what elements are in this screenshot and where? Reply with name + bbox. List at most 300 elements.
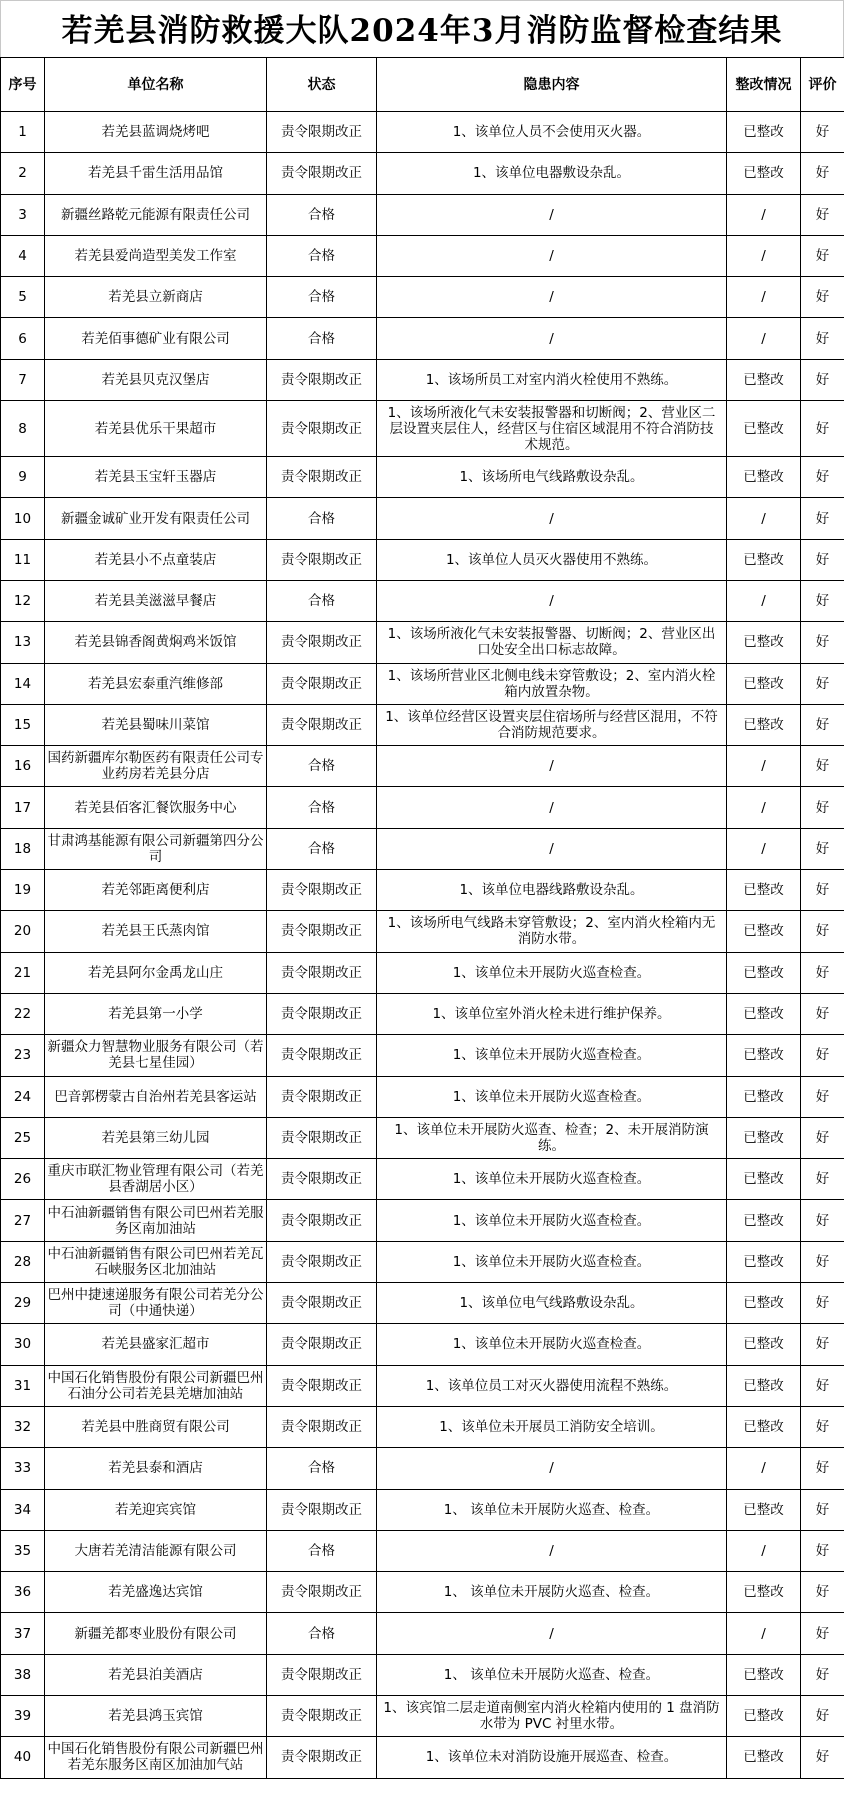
status: 合格 <box>308 1460 335 1477</box>
rectification-status-cell <box>727 153 801 194</box>
row-index-cell <box>1 277 45 318</box>
rectification-status-cell <box>727 401 801 457</box>
rating: 好 <box>815 510 830 527</box>
unit-name-cell <box>45 277 267 318</box>
rating-cell <box>801 1365 844 1406</box>
table-row <box>1 911 844 952</box>
status-cell <box>267 277 377 318</box>
table-row <box>1 539 844 580</box>
rating-cell <box>801 1117 844 1158</box>
hazard-content: 1、该单位员工对灭火器使用流程不熟练。 <box>425 1377 678 1394</box>
hazard-content-cell <box>377 194 727 235</box>
status: 责令限期改正 <box>281 923 362 940</box>
rating-cell <box>801 993 844 1034</box>
row-index: 21 <box>13 964 32 981</box>
hazard-content-cell <box>377 828 727 869</box>
unit-name-cell <box>45 1737 267 1778</box>
unit-name-cell <box>45 1241 267 1282</box>
status-cell <box>267 580 377 621</box>
hazard-content: 1、该单位经营区设置夹层住宿场所与经营区混用，不符合消防规范要求。 <box>385 709 718 741</box>
unit-name: 若羌邻距离便利店 <box>101 882 210 899</box>
unit-name: 若羌县第一小学 <box>108 1006 203 1023</box>
status: 合格 <box>308 799 335 816</box>
status-cell <box>267 1654 377 1695</box>
row-index-cell <box>1 318 45 359</box>
row-index: 29 <box>13 1295 32 1312</box>
rectification-status-cell <box>727 952 801 993</box>
status: 责令限期改正 <box>281 1295 362 1312</box>
hazard-content-cell <box>377 318 727 359</box>
status: 责令限期改正 <box>281 1171 362 1188</box>
unit-name-cell <box>45 1159 267 1200</box>
rectification-status-cell <box>727 746 801 787</box>
table-row <box>1 580 844 621</box>
row-index: 24 <box>13 1088 32 1105</box>
unit-name-cell <box>45 787 267 828</box>
rectification-status-cell <box>727 235 801 276</box>
rating-cell <box>801 235 844 276</box>
rectification-status-cell <box>727 1613 801 1654</box>
rectification-status: 已整改 <box>743 675 784 692</box>
status-cell <box>267 1530 377 1571</box>
unit-name-cell <box>45 1200 267 1241</box>
row-index-cell <box>1 1406 45 1447</box>
hazard-content-cell <box>377 1076 727 1117</box>
status: 合格 <box>308 330 335 347</box>
rating-cell <box>801 1324 844 1365</box>
unit-name: 若羌佰事德矿业有限公司 <box>81 330 230 347</box>
rectification-status-cell <box>727 787 801 828</box>
unit-name: 若羌县爱尚造型美发工作室 <box>74 248 237 265</box>
rectification-status-cell <box>727 1200 801 1241</box>
status-cell <box>267 1737 377 1778</box>
status: 责令限期改正 <box>281 1088 362 1105</box>
unit-name-cell <box>45 663 267 704</box>
table-row <box>1 828 844 869</box>
hazard-content: / <box>549 206 554 223</box>
row-index-cell <box>1 1365 45 1406</box>
unit-name-cell <box>45 1489 267 1530</box>
hazard-content-cell <box>377 1737 727 1778</box>
hazard-content: / <box>549 758 554 775</box>
hazard-content: / <box>549 1625 554 1642</box>
rating: 好 <box>815 248 830 265</box>
rectification-status-cell <box>727 1117 801 1158</box>
rating: 好 <box>815 840 830 857</box>
unit-name-cell <box>45 622 267 663</box>
table-row <box>1 194 844 235</box>
rating-cell <box>801 1200 844 1241</box>
rating-cell <box>801 746 844 787</box>
row-index-cell <box>1 457 45 498</box>
rectification-status-cell <box>727 1489 801 1530</box>
row-index: 7 <box>18 371 27 388</box>
unit-name-cell <box>45 1530 267 1571</box>
hazard-content: 1、 该单位未开展防火巡查、检查。 <box>443 1666 660 1683</box>
rating-cell <box>801 1035 844 1076</box>
row-index: 6 <box>18 330 27 347</box>
hazard-content-cell <box>377 952 727 993</box>
rating-cell <box>801 1654 844 1695</box>
rating: 好 <box>815 1460 830 1477</box>
status: 责令限期改正 <box>281 675 362 692</box>
hazard-content: / <box>549 510 554 527</box>
rating: 好 <box>815 1129 830 1146</box>
rectification-status-cell <box>727 704 801 745</box>
unit-name-cell <box>45 1448 267 1489</box>
table-row <box>1 1241 844 1282</box>
status: 责令限期改正 <box>281 882 362 899</box>
row-index-cell <box>1 622 45 663</box>
unit-name-cell <box>45 112 267 153</box>
row-index: 8 <box>18 420 27 437</box>
table-row <box>1 787 844 828</box>
table-row <box>1 235 844 276</box>
status: 责令限期改正 <box>281 1129 362 1146</box>
rating-cell <box>801 911 844 952</box>
unit-name: 若羌县蓝调烧烤吧 <box>101 124 210 141</box>
status-cell <box>267 1283 377 1324</box>
hazard-content-cell <box>377 1241 727 1282</box>
row-index: 19 <box>13 882 32 899</box>
unit-name-cell <box>45 235 267 276</box>
hazard-content-cell <box>377 1324 727 1365</box>
rectification-status-cell <box>727 870 801 911</box>
rating-cell <box>801 1076 844 1117</box>
hazard-content-cell <box>377 153 727 194</box>
rectification-status: / <box>761 758 766 775</box>
rectification-status-cell <box>727 1448 801 1489</box>
hazard-content-cell <box>377 457 727 498</box>
rectification-status: 已整改 <box>743 964 784 981</box>
row-index-cell <box>1 828 45 869</box>
row-index: 35 <box>13 1542 32 1559</box>
rating-cell <box>801 952 844 993</box>
status-cell <box>267 1613 377 1654</box>
row-index: 27 <box>13 1212 32 1229</box>
row-index-cell <box>1 1117 45 1158</box>
unit-name: 若羌县佰客汇餐饮服务中心 <box>74 799 237 816</box>
unit-name: 国药新疆库尔勒医药有限责任公司专业药房若羌县分店 <box>47 750 264 783</box>
rectification-status-cell <box>727 1737 801 1778</box>
unit-name: 若羌县锦香阁黄焖鸡米饭馆 <box>74 634 237 651</box>
rectification-status-cell <box>727 277 801 318</box>
rating-cell <box>801 704 844 745</box>
rating: 好 <box>815 1047 830 1064</box>
status-cell <box>267 1200 377 1241</box>
table-row <box>1 112 844 153</box>
row-index-cell <box>1 1572 45 1613</box>
rectification-status: 已整改 <box>743 1295 784 1312</box>
hazard-content: 1、该场所营业区北侧电线未穿管敷设；2、室内消火栓箱内放置杂物。 <box>387 667 716 700</box>
hazard-content: 1、该单位电器敷设杂乱。 <box>472 165 631 182</box>
row-index: 30 <box>13 1336 32 1353</box>
unit-name: 若羌县美滋滋早餐店 <box>94 593 217 610</box>
rectification-status-cell <box>727 580 801 621</box>
table-row <box>1 870 844 911</box>
status-cell <box>267 952 377 993</box>
unit-name: 若羌县千雷生活用品馆 <box>88 165 223 182</box>
unit-name: 中石油新疆销售有限公司巴州若羌瓦石峡服务区北加油站 <box>47 1245 264 1278</box>
rating: 好 <box>815 593 830 610</box>
rating-cell <box>801 1613 844 1654</box>
row-index-cell <box>1 911 45 952</box>
row-index: 18 <box>13 840 32 857</box>
hazard-content: 1、该单位未开展防火巡查检查。 <box>452 1047 651 1064</box>
status-cell <box>267 235 377 276</box>
rating-cell <box>801 498 844 539</box>
row-index: 39 <box>13 1708 32 1725</box>
rectification-status: 已整改 <box>743 1212 784 1229</box>
unit-name-cell <box>45 498 267 539</box>
rating-cell <box>801 1489 844 1530</box>
row-index: 28 <box>13 1253 32 1270</box>
hazard-content: 1、该单位人员灭火器使用不熟练。 <box>445 551 658 568</box>
rectification-status-cell <box>727 663 801 704</box>
unit-name-cell <box>45 1117 267 1158</box>
hazard-content-cell <box>377 112 727 153</box>
row-index-cell <box>1 1035 45 1076</box>
hazard-content-cell <box>377 911 727 952</box>
rating-cell <box>801 194 844 235</box>
rectification-status-cell <box>727 1035 801 1076</box>
unit-name: 新疆金诚矿业开发有限责任公司 <box>61 510 250 527</box>
row-index-cell <box>1 112 45 153</box>
unit-name: 新疆丝路乾元能源有限责任公司 <box>61 206 250 223</box>
hazard-content: / <box>549 289 554 306</box>
status-cell <box>267 1448 377 1489</box>
rating: 好 <box>815 1295 830 1312</box>
hazard-content: / <box>549 248 554 265</box>
row-index-cell <box>1 1613 45 1654</box>
status: 责令限期改正 <box>281 1419 362 1436</box>
status: 合格 <box>308 248 335 265</box>
unit-name: 中国石化销售股份有限公司新疆巴州若羌东服务区南区加油加气站 <box>47 1741 264 1774</box>
status: 责令限期改正 <box>281 420 362 437</box>
status-cell <box>267 1695 377 1736</box>
unit-name: 若羌县阿尔金禹龙山庄 <box>88 964 223 981</box>
status: 责令限期改正 <box>281 124 362 141</box>
rectification-status: 已整改 <box>743 1501 784 1518</box>
table-row <box>1 1324 844 1365</box>
rating-cell <box>801 318 844 359</box>
rectification-status: / <box>761 1460 766 1477</box>
row-index: 3 <box>18 206 27 223</box>
rectification-status: / <box>761 1625 766 1642</box>
rating: 好 <box>815 882 830 899</box>
hazard-content: 1、 该单位未开展防火巡查、检查。 <box>443 1501 660 1518</box>
table-row <box>1 1117 844 1158</box>
rating: 好 <box>815 1749 830 1766</box>
hazard-content: 1、该场所液化气未安装报警器和切断阀；2、营业区二层设置夹层住人，经营区与住宿区域混用不符合消防技术规范。 <box>387 404 716 453</box>
rating: 好 <box>815 675 830 692</box>
hazard-content-cell <box>377 498 727 539</box>
rating-cell <box>801 1448 844 1489</box>
rectification-status: / <box>761 593 766 610</box>
rectification-status-cell <box>727 1159 801 1200</box>
row-index: 34 <box>13 1501 32 1518</box>
hazard-content-cell <box>377 746 727 787</box>
unit-name: 巴音郭楞蒙古自治州若羌县客运站 <box>54 1088 257 1105</box>
hazard-content-cell <box>377 539 727 580</box>
hazard-content: 1、该单位未开展防火巡查检查。 <box>452 964 651 981</box>
row-index: 13 <box>13 634 32 651</box>
table-row <box>1 952 844 993</box>
hazard-content: 1、该单位未开展防火巡查检查。 <box>452 1171 651 1188</box>
hazard-content-cell <box>377 1489 727 1530</box>
row-index-cell <box>1 1283 45 1324</box>
status-cell <box>267 1076 377 1117</box>
status: 责令限期改正 <box>281 165 362 182</box>
rectification-status: 已整改 <box>743 1047 784 1064</box>
rectification-status-cell <box>727 539 801 580</box>
rectification-status-cell <box>727 457 801 498</box>
status: 责令限期改正 <box>281 1253 362 1270</box>
status-cell <box>267 1117 377 1158</box>
table-row <box>1 457 844 498</box>
row-index-cell <box>1 1530 45 1571</box>
rectification-status-cell <box>727 1406 801 1447</box>
row-index: 26 <box>13 1171 32 1188</box>
rating: 好 <box>815 420 830 437</box>
rectification-status: 已整改 <box>743 923 784 940</box>
unit-name: 若羌县王氏蒸肉馆 <box>101 923 210 940</box>
hazard-content: 1、该单位电气线路敷设杂乱。 <box>459 1295 644 1312</box>
unit-name-cell <box>45 911 267 952</box>
status-cell <box>267 622 377 663</box>
unit-name-cell <box>45 1035 267 1076</box>
rectification-status: / <box>761 330 766 347</box>
hazard-content: 1、该场所液化气未安装报警器、切断阀；2、营业区出口处安全出口标志故障。 <box>387 626 716 659</box>
row-index: 5 <box>18 289 27 306</box>
table-row <box>1 1159 844 1200</box>
hazard-content-cell <box>377 1654 727 1695</box>
unit-name-cell <box>45 1572 267 1613</box>
table-row <box>1 1076 844 1117</box>
row-index-cell <box>1 1324 45 1365</box>
hazard-content: 1、该单位未对消防设施开展巡查、检查。 <box>425 1749 678 1766</box>
table-row <box>1 359 844 400</box>
table-row <box>1 1489 844 1530</box>
row-index-cell <box>1 704 45 745</box>
table-row <box>1 1406 844 1447</box>
rating: 好 <box>815 634 830 651</box>
hazard-content: / <box>549 840 554 857</box>
status-cell <box>267 787 377 828</box>
row-index-cell <box>1 1654 45 1695</box>
status: 责令限期改正 <box>281 634 362 651</box>
table-row <box>1 993 844 1034</box>
unit-name-cell <box>45 539 267 580</box>
status-cell <box>267 194 377 235</box>
unit-name-cell <box>45 1365 267 1406</box>
unit-name: 若羌县优乐干果超市 <box>94 420 217 437</box>
unit-name-cell <box>45 746 267 787</box>
rating: 好 <box>815 289 830 306</box>
rectification-status: 已整改 <box>743 371 784 388</box>
hazard-content-cell <box>377 1117 727 1158</box>
unit-name-cell <box>45 318 267 359</box>
status-cell <box>267 539 377 580</box>
status: 责令限期改正 <box>281 1501 362 1518</box>
rating-cell <box>801 580 844 621</box>
table-row <box>1 1654 844 1695</box>
row-index-cell <box>1 1159 45 1200</box>
rating: 好 <box>815 758 830 775</box>
rating: 好 <box>815 1625 830 1642</box>
rectification-status-cell <box>727 1283 801 1324</box>
status: 责令限期改正 <box>281 1666 362 1683</box>
status-cell <box>267 1489 377 1530</box>
unit-name: 中国石化销售股份有限公司新疆巴州石油分公司若羌县羌塘加油站 <box>47 1369 264 1402</box>
status-cell <box>267 1035 377 1076</box>
row-index-cell <box>1 952 45 993</box>
hazard-content-cell <box>377 993 727 1034</box>
rating-cell <box>801 401 844 457</box>
hazard-content: / <box>549 1460 554 1477</box>
row-index-cell <box>1 401 45 457</box>
hazard-content: / <box>549 593 554 610</box>
rectification-status: 已整改 <box>743 165 784 182</box>
rating-cell <box>801 828 844 869</box>
row-index: 33 <box>13 1460 32 1477</box>
row-index-cell <box>1 1489 45 1530</box>
hazard-content: 1、该单位未开展防火巡查、检查；2、未开展消防演练。 <box>394 1121 709 1154</box>
rectification-status-cell <box>727 1572 801 1613</box>
rating-cell <box>801 1283 844 1324</box>
rating: 好 <box>815 923 830 940</box>
hazard-content: / <box>549 799 554 816</box>
rectification-status-cell <box>727 1241 801 1282</box>
header-rectification: 整改情况 <box>727 58 801 112</box>
row-index: 11 <box>13 551 32 568</box>
table-row <box>1 318 844 359</box>
hazard-content-cell <box>377 359 727 400</box>
unit-name: 大唐若羌清洁能源有限公司 <box>74 1542 237 1559</box>
status-cell <box>267 911 377 952</box>
unit-name-cell <box>45 1076 267 1117</box>
rating: 好 <box>815 1171 830 1188</box>
unit-name-cell <box>45 704 267 745</box>
hazard-content: 1、该单位室外消火栓未进行维护保养。 <box>432 1006 671 1023</box>
unit-name: 若羌县中胜商贸有限公司 <box>81 1419 230 1436</box>
unit-name: 若羌县鸿玉宾馆 <box>108 1708 203 1725</box>
unit-name: 若羌盛逸达宾馆 <box>108 1584 203 1601</box>
hazard-content-cell <box>377 1448 727 1489</box>
unit-name-cell <box>45 457 267 498</box>
hazard-content: / <box>549 330 554 347</box>
header-status: 状态 <box>267 58 377 112</box>
table-row <box>1 1737 844 1778</box>
unit-name: 若羌县小不点童装店 <box>94 551 217 568</box>
rectification-status: 已整改 <box>743 1336 784 1353</box>
status: 合格 <box>308 289 335 306</box>
rating-cell <box>801 1406 844 1447</box>
rating: 好 <box>815 1377 830 1394</box>
table-row <box>1 401 844 457</box>
row-index: 20 <box>13 923 32 940</box>
rating-cell <box>801 1572 844 1613</box>
row-index: 40 <box>13 1749 32 1766</box>
unit-name: 若羌县宏泰重汽维修部 <box>88 675 223 692</box>
hazard-content: 1、该场所电气线路未穿管敷设；2、室内消火栓箱内无消防水带。 <box>387 915 716 948</box>
hazard-content: 1、该单位未开展防火巡查检查。 <box>452 1212 651 1229</box>
row-index: 36 <box>13 1584 32 1601</box>
rating-cell <box>801 1530 844 1571</box>
status: 责令限期改正 <box>281 551 362 568</box>
status: 责令限期改正 <box>281 1006 362 1023</box>
unit-name: 若羌迎宾宾馆 <box>115 1501 196 1518</box>
